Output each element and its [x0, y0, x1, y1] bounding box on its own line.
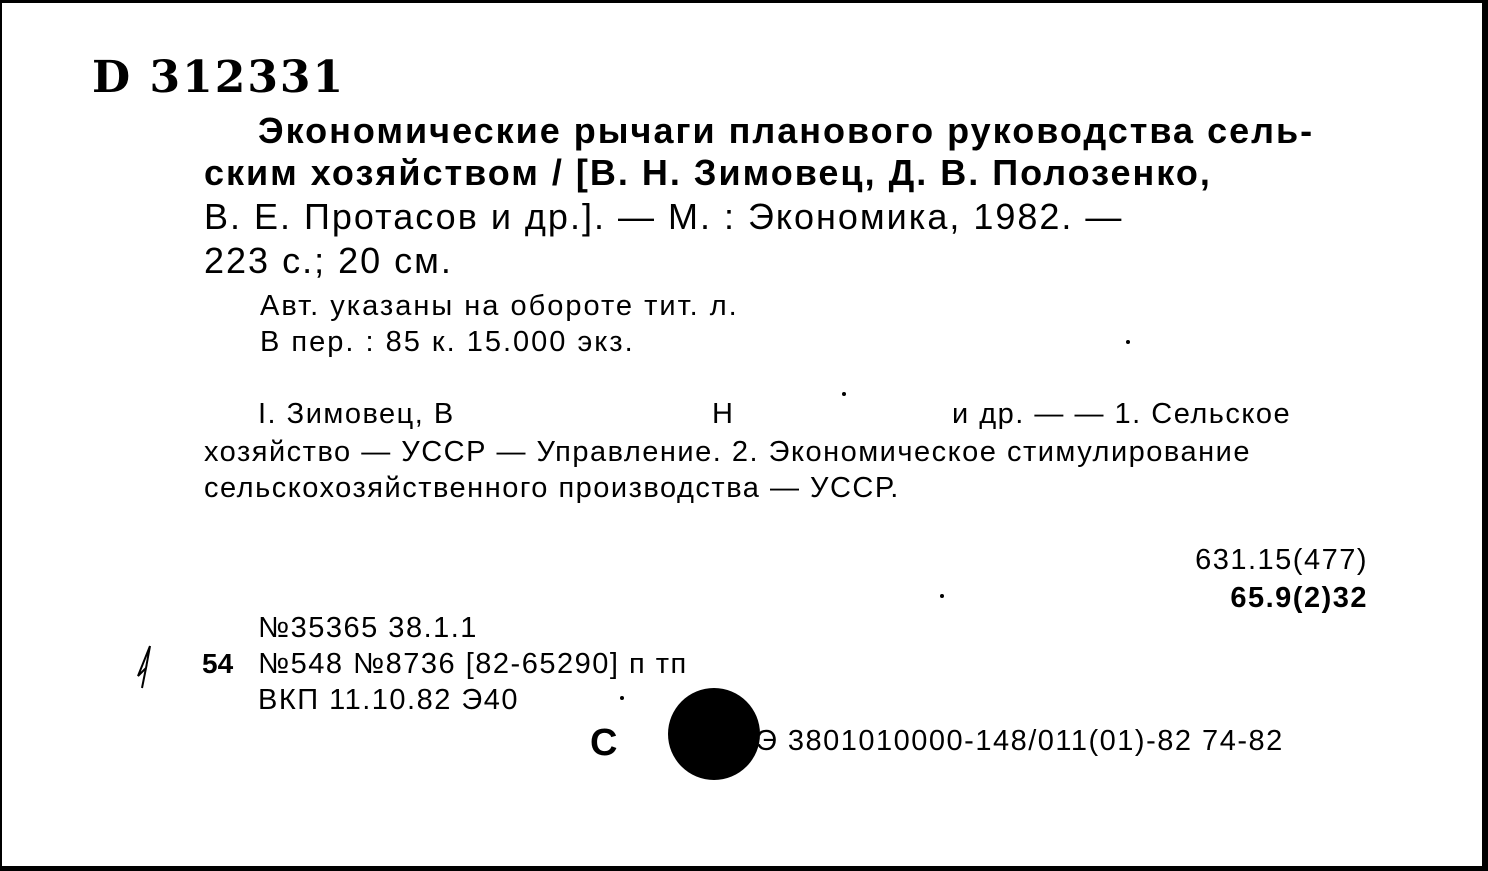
speck-1 — [1126, 340, 1130, 344]
subjects-line-1 — [258, 398, 1370, 431]
subjects-line-3: сельскохозяйственного производства — УССР. — [204, 472, 900, 504]
card-top-edge — [0, 0, 1488, 3]
registry-line-2: №548 №8736 [82-65290] п тп — [258, 648, 688, 680]
call-number: D 312331 — [92, 52, 346, 103]
bbk-index: 65.9(2)32 — [1230, 582, 1368, 614]
registry-line-3: ВКП 11.10.82 Э40 — [258, 684, 520, 716]
title-line-2: ским хозяйством / [В. Н. Зимовец, Д. В. Полозенко, — [204, 152, 1212, 193]
card-left-edge — [0, 0, 2, 871]
catalog-code: Э 3801010000-148/011(01)-82 74-82 — [756, 725, 1284, 757]
registry-number-54: 54 — [202, 648, 234, 679]
title-line-4: 223 с.; 20 см. — [204, 240, 453, 281]
speck-3 — [620, 696, 624, 700]
title-line-1: Экономические рычаги планового руководства сель- — [258, 110, 1315, 151]
subjects-line-2: хозяйство — УССР — Управление. 2. Экономическое стимулирование — [204, 436, 1251, 468]
speck-2 — [940, 594, 944, 598]
note-price: В пер. : 85 к. 15.000 экз. — [260, 326, 635, 358]
title-line-3: В. Е. Протасов и др.]. — М. : Экономика, 1982. — — [204, 196, 1124, 237]
ink-blot — [668, 688, 760, 780]
note-authors: Авт. указаны на обороте тит. л. — [260, 290, 739, 322]
speck-4 — [842, 392, 846, 396]
subjects-line-1-part-2: Н — [712, 398, 735, 430]
subjects-line-1-part-3: и др. — — 1. Сельское — [952, 398, 1292, 430]
registry-line-1: №35365 38.1.1 — [258, 612, 478, 644]
udc-index: 631.15(477) — [1195, 544, 1368, 576]
card-right-edge — [1482, 0, 1488, 871]
copyright-mark: С — [590, 722, 618, 764]
handwritten-mark — [132, 642, 162, 692]
card-bottom-edge — [0, 866, 1488, 871]
subjects-line-1-part-1: I. Зимовец, В — [258, 398, 455, 430]
